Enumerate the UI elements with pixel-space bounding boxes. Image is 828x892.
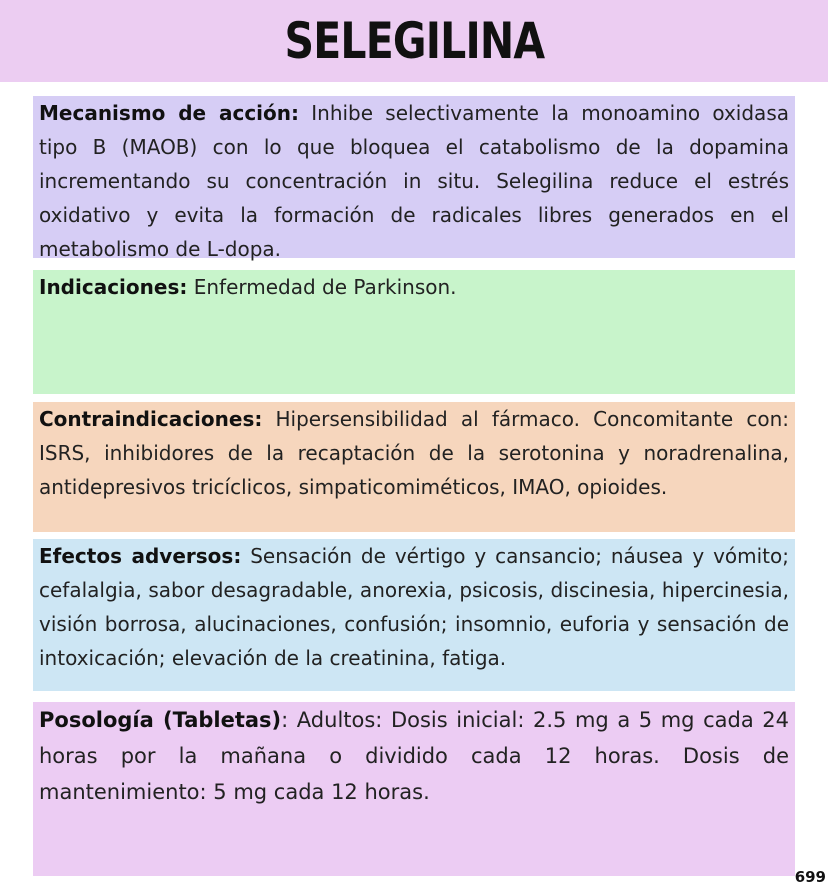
section-indicaciones — [33, 270, 795, 394]
section-text: Hipersensibilidad al fármaco. Concomitante con: ISRS, inhibidores de la recaptación de la serotonina y noradrenalina, antidepresivos tricíclicos, simpaticomiméticos, IMAO, opioides. — [39, 407, 789, 499]
section-label: Efectos adversos: — [39, 544, 242, 568]
section-label: Contraindicaciones: — [39, 407, 263, 431]
section-label: Indicaciones: — [39, 275, 188, 299]
section-paragraph — [39, 539, 789, 675]
section-text: Sensación de vértigo y cansancio; náusea y vómito; cefalalgia, sabor desagradable, anorexia, psicosis, discinesia, hipercinesia, visión borrosa, alucinaciones, confusión; insomnio, euforia y sensación de intoxicación; elevación de la creatinina, fatiga. — [39, 544, 789, 670]
section-text: Inhibe selectivamente la monoamino oxidasa tipo B (MAOB) con lo que bloquea el catabolismo de la dopamina incrementando su concentración in situ. Selegilina reduce el estrés oxidativo y evita la formación de radicales libres generados en el metabolismo de L-dopa. — [39, 101, 789, 261]
section-paragraph — [39, 96, 789, 266]
section-paragraph — [39, 702, 789, 810]
section-text: : Adultos: Dosis inicial: 2.5 mg a 5 mg cada 24 horas por la mañana o dividido cada 12 horas. Dosis de mantenimiento: 5 mg cada 12 horas. — [39, 708, 789, 804]
page-title: SELEGILINA — [284, 12, 544, 70]
section-label: Posología (Tabletas) — [39, 708, 282, 732]
section-label: Mecanismo de acción: — [39, 101, 300, 125]
section-mecanismo-de-accion — [33, 96, 795, 261]
section-paragraph — [39, 402, 789, 504]
section-contraindicaciones — [33, 402, 795, 532]
section-text: Enfermedad de Parkinson. — [187, 275, 457, 299]
section-efectos-adversos — [33, 539, 795, 691]
page-number: 699 — [794, 868, 826, 886]
section-paragraph — [39, 270, 789, 304]
title-banner — [0, 0, 828, 82]
section-posologia — [33, 702, 795, 876]
